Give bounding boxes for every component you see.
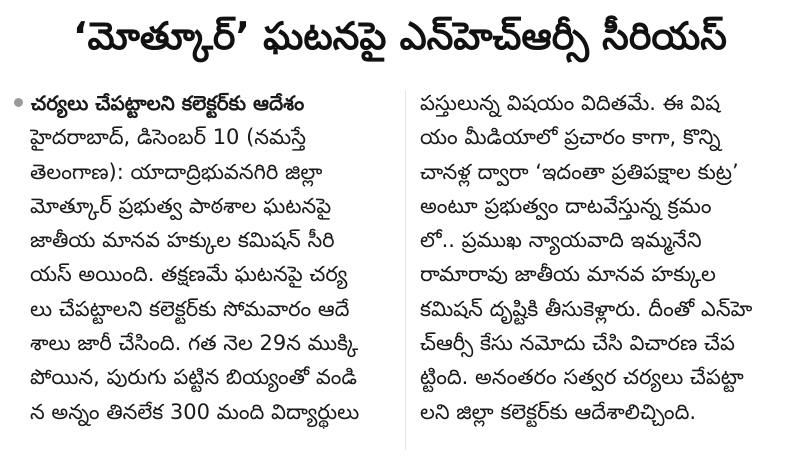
body-line: లో.. ప్రముఖ న్యాయవాది ఇమ్మనేని bbox=[420, 228, 702, 253]
left-column bbox=[30, 86, 396, 429]
body-line: రామారావు జాతీయ మానవ హక్కుల bbox=[420, 262, 716, 287]
body-line: జాతీయ మానవ హక్కుల కమిషన్ సీరి bbox=[30, 228, 335, 253]
body-line: న అన్నం తినలేక 300 మంది విద్యార్థులు bbox=[30, 399, 360, 424]
body-line: శాలు జారీ చేసింది. గత నెల 29న ముక్కి bbox=[30, 331, 359, 356]
body-line: కమిషన్ దృష్టికి తీసుకెళ్లారు. దీంతో ఎన్‌హె bbox=[420, 296, 753, 321]
body-line: అంటూ ప్రభుత్వం దాటవేస్తున్న క్రమం bbox=[420, 193, 712, 218]
body-line: చానళ్ల ద్వారా ‘ఇదంతా ప్రతిపక్షాల కుట్ర’ bbox=[420, 159, 739, 184]
right-column bbox=[420, 86, 786, 429]
body-line: ట్టింది. అనంతరం సత్వర చర్యలు చేపట్టా bbox=[420, 365, 744, 390]
body-line: యస్ అయింది. తక్షణమే ఘటనపై చర్య bbox=[30, 262, 348, 287]
body-line: యం మీడియాలో ప్రచారం కాగా, కొన్ని bbox=[420, 125, 721, 150]
body-line: చ్ఆర్సీ కేసు నమోదు చేసి విచారణ చేప bbox=[420, 331, 735, 356]
body-line: లని జిల్లా కలెక్టర్‌కు ఆదేశాలిచ్చింది. bbox=[420, 399, 697, 424]
body-line: లు చేపట్టాలని కలెక్టర్‌కు సోమవారం ఆదే bbox=[30, 296, 350, 321]
bullet-icon bbox=[14, 98, 23, 107]
headline: ‘మోత్కూర్’ ఘటనపై ఎన్‌హెచ్‌ఆర్సీ సీరియస్ bbox=[73, 14, 727, 58]
body-line: తెలంగాణ): యాదాద్రిభువనగిరి జిల్లా bbox=[30, 159, 323, 184]
body-line: పోయిన, పురుగు పట్టిన బియ్యంతో వండి bbox=[30, 365, 357, 390]
body-line: మోత్కూర్ ప్రభుత్వ పాఠశాల ఘటనపై bbox=[30, 193, 332, 218]
body-line: హైదరాబాద్, డిసెంబర్ 10 (నమస్తే bbox=[30, 125, 306, 150]
column-divider bbox=[405, 90, 406, 450]
body-line: పస్తులున్న విషయం విదితమే. ఈ విష bbox=[420, 91, 721, 115]
subheadline: చర్యలు చేపట్టాలని కలెక్టర్‌కు ఆదేశం bbox=[31, 91, 305, 115]
subheadline-row bbox=[14, 86, 396, 120]
